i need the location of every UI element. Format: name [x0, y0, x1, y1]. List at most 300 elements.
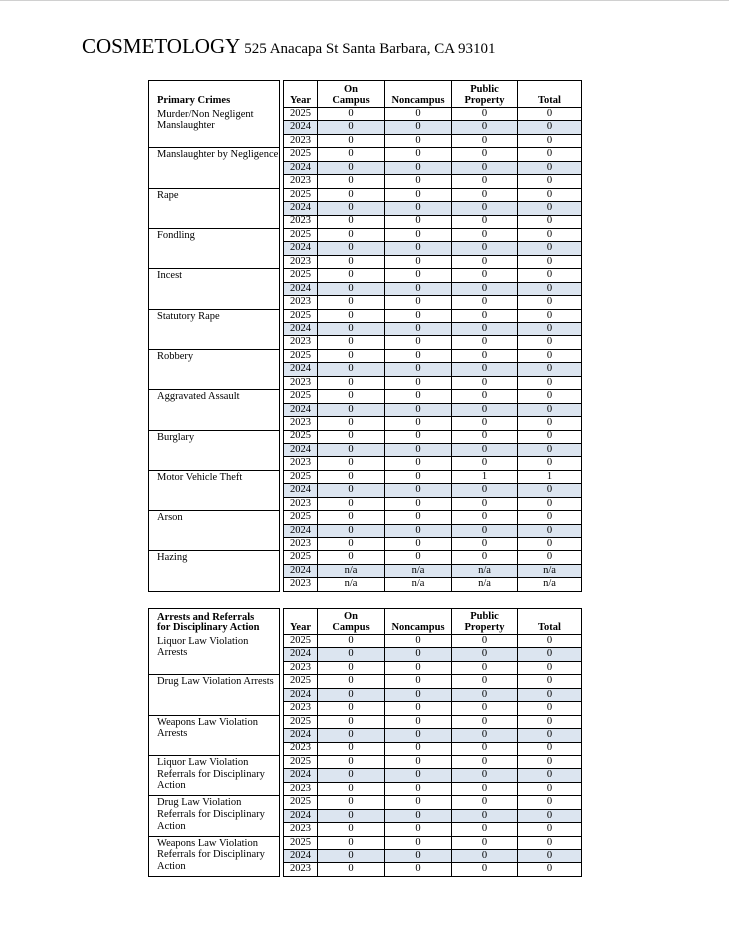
year-cell: 2024 [284, 242, 318, 255]
total-value: 0 [518, 376, 582, 389]
on-campus-value: 0 [318, 296, 385, 309]
arrest-category-label: Liquor Law Violation Referrals for Disciplinary Action [149, 755, 280, 795]
arrest-row [149, 715, 582, 728]
public-property-value: 0 [452, 242, 518, 255]
public-property-value: 0 [452, 255, 518, 268]
noncampus-value: 0 [385, 782, 452, 795]
page-heading [82, 34, 496, 59]
noncampus-value: 0 [385, 836, 452, 849]
arrest-category-label: Weapons Law Violation Arrests [149, 715, 280, 755]
crime-row [149, 390, 582, 403]
noncampus-value: 0 [385, 769, 452, 782]
public-property-value: 0 [452, 836, 518, 849]
noncampus-value: 0 [385, 850, 452, 863]
public-property-value: 0 [452, 524, 518, 537]
year-cell: 2024 [284, 443, 318, 456]
public-property-value: 0 [452, 661, 518, 674]
arrests-header-row [149, 609, 582, 635]
crime-category-label: Rape [149, 188, 280, 228]
public-property-value: 0 [452, 349, 518, 362]
year-cell: 2023 [284, 376, 318, 389]
noncampus-value: 0 [385, 108, 452, 121]
on-campus-value: 0 [318, 511, 385, 524]
year-cell: 2025 [284, 228, 318, 241]
public-property-value: 0 [452, 108, 518, 121]
noncampus-value: 0 [385, 551, 452, 564]
public-property-value: 0 [452, 148, 518, 161]
total-value: 0 [518, 282, 582, 295]
noncampus-value: 0 [385, 635, 452, 648]
total-value: 0 [518, 782, 582, 795]
on-campus-value: 0 [318, 443, 385, 456]
noncampus-value: 0 [385, 675, 452, 688]
crime-row [149, 349, 582, 362]
noncampus-value: 0 [385, 215, 452, 228]
year-cell: 2024 [284, 484, 318, 497]
total-value: 0 [518, 836, 582, 849]
noncampus-value: 0 [385, 648, 452, 661]
crime-category-label: Statutory Rape [149, 309, 280, 349]
crime-category-label: Robbery [149, 349, 280, 389]
year-cell: 2025 [284, 635, 318, 648]
public-property-value: 0 [452, 336, 518, 349]
on-campus-value: 0 [318, 430, 385, 443]
total-value: 0 [518, 121, 582, 134]
crime-row [149, 188, 582, 201]
on-campus-value: 0 [318, 688, 385, 701]
public-property-value: 1 [452, 470, 518, 483]
public-property-value: n/a [452, 578, 518, 591]
on-campus-value: 0 [318, 228, 385, 241]
public-property-value: 0 [452, 161, 518, 174]
total-value: n/a [518, 564, 582, 577]
year-cell: 2023 [284, 578, 318, 591]
total-value: 0 [518, 850, 582, 863]
noncampus-value: 0 [385, 242, 452, 255]
crime-row [149, 309, 582, 322]
total-value: 0 [518, 228, 582, 241]
on-campus-value: 0 [318, 376, 385, 389]
year-cell: 2024 [284, 282, 318, 295]
public-property-value: 0 [452, 228, 518, 241]
total-value: 0 [518, 648, 582, 661]
public-property-value: 0 [452, 863, 518, 876]
on-campus-value: n/a [318, 578, 385, 591]
on-campus-value: 0 [318, 188, 385, 201]
school-address: 525 Anacapa St Santa Barbara, CA 93101 [244, 41, 496, 57]
total-value: 0 [518, 390, 582, 403]
arrest-category-label: Drug Law Violation Referrals for Disciplinary Action [149, 796, 280, 836]
total-column-header: Total [518, 81, 582, 108]
total-value: 0 [518, 202, 582, 215]
total-value: 0 [518, 524, 582, 537]
noncampus-value: 0 [385, 282, 452, 295]
year-cell: 2024 [284, 121, 318, 134]
noncampus-value: 0 [385, 443, 452, 456]
total-value: 0 [518, 688, 582, 701]
year-cell: 2024 [284, 688, 318, 701]
noncampus-value: 0 [385, 430, 452, 443]
total-value: 0 [518, 551, 582, 564]
arrests-title: Arrests and Referrals for Disciplinary Action [149, 609, 280, 635]
total-value: 0 [518, 661, 582, 674]
public-property-value: 0 [452, 538, 518, 551]
public-property-value: 0 [452, 702, 518, 715]
crime-row [149, 551, 582, 564]
noncampus-value: 0 [385, 390, 452, 403]
year-cell: 2025 [284, 269, 318, 282]
total-value: 0 [518, 769, 582, 782]
year-column-header: Year [284, 81, 318, 108]
noncampus-value: 0 [385, 376, 452, 389]
noncampus-value: 0 [385, 121, 452, 134]
total-value: 0 [518, 715, 582, 728]
noncampus-value: 0 [385, 403, 452, 416]
year-cell: 2023 [284, 661, 318, 674]
noncampus-value: 0 [385, 457, 452, 470]
noncampus-value: 0 [385, 175, 452, 188]
total-value: 0 [518, 417, 582, 430]
crime-row [149, 269, 582, 282]
total-value: 0 [518, 323, 582, 336]
on-campus-value: 0 [318, 729, 385, 742]
on-campus-value: 0 [318, 121, 385, 134]
on-campus-value: 0 [318, 755, 385, 768]
noncampus-value: 0 [385, 809, 452, 822]
public-property-value: 0 [452, 134, 518, 147]
year-cell: 2024 [284, 323, 318, 336]
total-value: 0 [518, 242, 582, 255]
noncampus-column-header: Noncampus [385, 609, 452, 635]
year-cell: 2023 [284, 134, 318, 147]
year-cell: 2023 [284, 742, 318, 755]
on-campus-column-header: On Campus [318, 81, 385, 108]
total-value: 0 [518, 484, 582, 497]
public-property-value: 0 [452, 688, 518, 701]
arrest-row [149, 755, 582, 768]
crime-row [149, 511, 582, 524]
noncampus-value: 0 [385, 755, 452, 768]
year-cell: 2023 [284, 457, 318, 470]
public-property-value: 0 [452, 430, 518, 443]
on-campus-value: 0 [318, 323, 385, 336]
arrests-referrals-table [148, 608, 582, 877]
on-campus-value: 0 [318, 675, 385, 688]
noncampus-value: 0 [385, 715, 452, 728]
arrest-category-label: Weapons Law Violation Referrals for Disciplinary Action [149, 836, 280, 876]
public-property-value: 0 [452, 363, 518, 376]
on-campus-value: 0 [318, 850, 385, 863]
on-campus-value: 0 [318, 282, 385, 295]
total-value: 0 [518, 863, 582, 876]
public-property-value: 0 [452, 809, 518, 822]
year-cell: 2025 [284, 551, 318, 564]
on-campus-value: 0 [318, 215, 385, 228]
public-property-column-header: Public Property [452, 81, 518, 108]
year-cell: 2024 [284, 161, 318, 174]
public-property-value: 0 [452, 443, 518, 456]
public-property-value: 0 [452, 551, 518, 564]
year-cell: 2023 [284, 417, 318, 430]
on-campus-value: 0 [318, 175, 385, 188]
total-column-header: Total [518, 609, 582, 635]
noncampus-value: n/a [385, 578, 452, 591]
total-value: 0 [518, 823, 582, 836]
noncampus-value: 0 [385, 202, 452, 215]
public-property-value: 0 [452, 390, 518, 403]
year-cell: 2025 [284, 836, 318, 849]
total-value: 0 [518, 796, 582, 809]
noncampus-value: 0 [385, 349, 452, 362]
on-campus-value: 0 [318, 417, 385, 430]
year-cell: 2023 [284, 175, 318, 188]
year-cell: 2024 [284, 809, 318, 822]
noncampus-value: 0 [385, 470, 452, 483]
noncampus-value: 0 [385, 296, 452, 309]
total-value: n/a [518, 578, 582, 591]
on-campus-value: 0 [318, 863, 385, 876]
on-campus-value: 0 [318, 648, 385, 661]
on-campus-value: 0 [318, 202, 385, 215]
public-property-value: 0 [452, 269, 518, 282]
primary-crimes-header-row [149, 81, 582, 108]
total-value: 0 [518, 161, 582, 174]
noncampus-value: 0 [385, 796, 452, 809]
public-property-value: 0 [452, 755, 518, 768]
crime-row [149, 108, 582, 121]
public-property-value: 0 [452, 742, 518, 755]
year-cell: 2024 [284, 769, 318, 782]
year-cell: 2024 [284, 403, 318, 416]
arrest-row [149, 635, 582, 648]
on-campus-value: 0 [318, 269, 385, 282]
on-campus-value: 0 [318, 524, 385, 537]
on-campus-column-header: On Campus [318, 609, 385, 635]
total-value: 0 [518, 336, 582, 349]
on-campus-value: n/a [318, 564, 385, 577]
crime-category-label: Motor Vehicle Theft [149, 470, 280, 510]
noncampus-value: 0 [385, 336, 452, 349]
public-property-value: 0 [452, 715, 518, 728]
on-campus-value: 0 [318, 796, 385, 809]
public-property-value: 0 [452, 457, 518, 470]
on-campus-value: 0 [318, 836, 385, 849]
noncampus-value: 0 [385, 511, 452, 524]
public-property-value: 0 [452, 497, 518, 510]
on-campus-value: 0 [318, 309, 385, 322]
total-value: 0 [518, 742, 582, 755]
arrest-row [149, 836, 582, 849]
noncampus-value: 0 [385, 255, 452, 268]
on-campus-value: 0 [318, 390, 385, 403]
on-campus-value: 0 [318, 242, 385, 255]
noncampus-value: 0 [385, 484, 452, 497]
noncampus-value: 0 [385, 742, 452, 755]
year-cell: 2025 [284, 188, 318, 201]
on-campus-value: 0 [318, 823, 385, 836]
on-campus-value: 0 [318, 782, 385, 795]
total-value: 0 [518, 755, 582, 768]
year-cell: 2023 [284, 296, 318, 309]
year-cell: 2025 [284, 511, 318, 524]
on-campus-value: 0 [318, 551, 385, 564]
year-cell: 2025 [284, 470, 318, 483]
year-cell: 2023 [284, 863, 318, 876]
year-cell: 2023 [284, 823, 318, 836]
public-property-value: 0 [452, 376, 518, 389]
on-campus-value: 0 [318, 134, 385, 147]
on-campus-value: 0 [318, 470, 385, 483]
public-property-value: 0 [452, 648, 518, 661]
noncampus-value: 0 [385, 497, 452, 510]
total-value: 0 [518, 215, 582, 228]
total-value: 0 [518, 269, 582, 282]
noncampus-value: 0 [385, 148, 452, 161]
noncampus-value: 0 [385, 417, 452, 430]
year-cell: 2024 [284, 850, 318, 863]
arrest-category-label: Liquor Law Violation Arrests [149, 635, 280, 675]
total-value: 0 [518, 349, 582, 362]
public-property-value: 0 [452, 188, 518, 201]
public-property-value: 0 [452, 202, 518, 215]
public-property-value: 0 [452, 675, 518, 688]
on-campus-value: 0 [318, 336, 385, 349]
year-cell: 2023 [284, 336, 318, 349]
year-cell: 2024 [284, 202, 318, 215]
arrest-row [149, 675, 582, 688]
crime-row [149, 148, 582, 161]
on-campus-value: 0 [318, 403, 385, 416]
public-property-value: 0 [452, 282, 518, 295]
on-campus-value: 0 [318, 769, 385, 782]
year-cell: 2024 [284, 729, 318, 742]
total-value: 0 [518, 175, 582, 188]
on-campus-value: 0 [318, 457, 385, 470]
year-cell: 2024 [284, 363, 318, 376]
total-value: 0 [518, 635, 582, 648]
crime-category-label: Manslaughter by Negligence [149, 148, 280, 188]
total-value: 0 [518, 188, 582, 201]
public-property-column-header: Public Property [452, 609, 518, 635]
on-campus-value: 0 [318, 349, 385, 362]
noncampus-value: n/a [385, 564, 452, 577]
on-campus-value: 0 [318, 255, 385, 268]
page-top-border [0, 0, 729, 1]
year-cell: 2025 [284, 148, 318, 161]
year-column-header: Year [284, 609, 318, 635]
noncampus-column-header: Noncampus [385, 81, 452, 108]
year-cell: 2025 [284, 675, 318, 688]
on-campus-value: 0 [318, 702, 385, 715]
arrest-category-label: Drug Law Violation Arrests [149, 675, 280, 715]
on-campus-value: 0 [318, 635, 385, 648]
on-campus-value: 0 [318, 661, 385, 674]
public-property-value: 0 [452, 635, 518, 648]
noncampus-value: 0 [385, 538, 452, 551]
total-value: 0 [518, 148, 582, 161]
crime-category-label: Fondling [149, 228, 280, 268]
year-cell: 2025 [284, 796, 318, 809]
year-cell: 2025 [284, 715, 318, 728]
total-value: 0 [518, 403, 582, 416]
public-property-value: 0 [452, 511, 518, 524]
year-cell: 2025 [284, 755, 318, 768]
on-campus-value: 0 [318, 148, 385, 161]
total-value: 0 [518, 255, 582, 268]
year-cell: 2023 [284, 255, 318, 268]
public-property-value: 0 [452, 175, 518, 188]
public-property-value: 0 [452, 769, 518, 782]
public-property-value: 0 [452, 309, 518, 322]
noncampus-value: 0 [385, 323, 452, 336]
noncampus-value: 0 [385, 702, 452, 715]
total-value: 0 [518, 497, 582, 510]
year-cell: 2024 [284, 648, 318, 661]
crime-category-label: Burglary [149, 430, 280, 470]
noncampus-value: 0 [385, 309, 452, 322]
year-cell: 2025 [284, 390, 318, 403]
total-value: 0 [518, 430, 582, 443]
total-value: 0 [518, 511, 582, 524]
year-cell: 2023 [284, 215, 318, 228]
noncampus-value: 0 [385, 729, 452, 742]
total-value: 0 [518, 729, 582, 742]
crime-category-label: Murder/Non Negligent Manslaughter [149, 108, 280, 148]
total-value: 0 [518, 363, 582, 376]
total-value: 0 [518, 108, 582, 121]
year-cell: 2024 [284, 564, 318, 577]
total-value: 1 [518, 470, 582, 483]
public-property-value: 0 [452, 323, 518, 336]
total-value: 0 [518, 134, 582, 147]
noncampus-value: 0 [385, 661, 452, 674]
noncampus-value: 0 [385, 863, 452, 876]
year-cell: 2025 [284, 309, 318, 322]
year-cell: 2025 [284, 430, 318, 443]
total-value: 0 [518, 538, 582, 551]
crime-category-label: Hazing [149, 551, 280, 591]
year-cell: 2023 [284, 782, 318, 795]
noncampus-value: 0 [385, 161, 452, 174]
primary-crimes-table [148, 80, 582, 592]
public-property-value: n/a [452, 564, 518, 577]
crime-row [149, 228, 582, 241]
noncampus-value: 0 [385, 134, 452, 147]
public-property-value: 0 [452, 850, 518, 863]
public-property-value: 0 [452, 796, 518, 809]
year-cell: 2023 [284, 702, 318, 715]
noncampus-value: 0 [385, 363, 452, 376]
noncampus-value: 0 [385, 524, 452, 537]
on-campus-value: 0 [318, 538, 385, 551]
crime-row [149, 430, 582, 443]
arrest-row [149, 796, 582, 809]
crime-category-label: Aggravated Assault [149, 390, 280, 430]
crime-row [149, 470, 582, 483]
noncampus-value: 0 [385, 688, 452, 701]
on-campus-value: 0 [318, 363, 385, 376]
public-property-value: 0 [452, 417, 518, 430]
on-campus-value: 0 [318, 108, 385, 121]
on-campus-value: 0 [318, 715, 385, 728]
year-cell: 2025 [284, 108, 318, 121]
noncampus-value: 0 [385, 228, 452, 241]
public-property-value: 0 [452, 782, 518, 795]
year-cell: 2023 [284, 538, 318, 551]
year-cell: 2024 [284, 524, 318, 537]
public-property-value: 0 [452, 484, 518, 497]
year-cell: 2023 [284, 497, 318, 510]
